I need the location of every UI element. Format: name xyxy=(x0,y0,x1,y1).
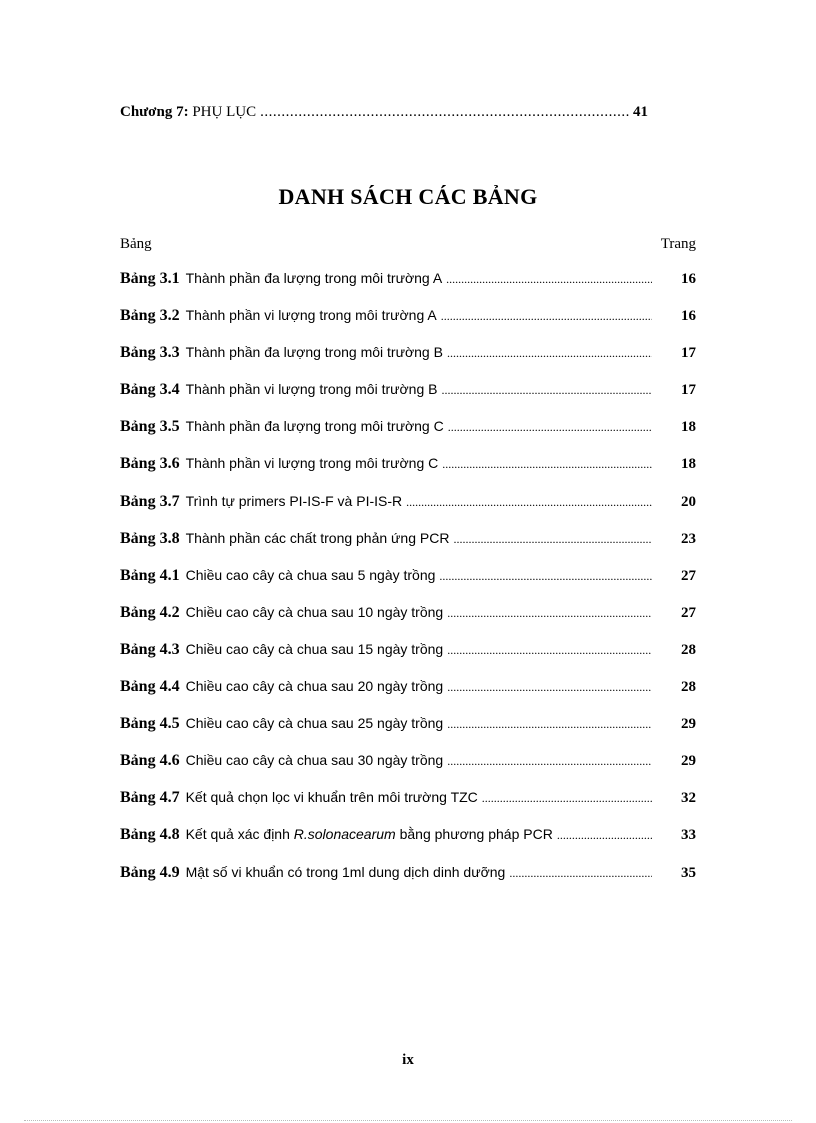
table-page-number: 17 xyxy=(681,382,696,399)
leader-dots xyxy=(447,643,652,658)
table-description-part: Kết quả xác định xyxy=(185,826,294,843)
table-page-number: 20 xyxy=(681,493,696,510)
table-page-number: 18 xyxy=(681,419,696,436)
table-label: Bảng 3.1 xyxy=(120,270,180,287)
toc-chapter-label: Chương 7: xyxy=(120,104,189,120)
table-description: Thành phần vi lượng trong môi trường B xyxy=(185,381,438,398)
table-page-number: 35 xyxy=(681,864,696,881)
table-label: Bảng 4.2 xyxy=(120,603,180,621)
list-item xyxy=(120,418,696,455)
list-item xyxy=(120,455,696,492)
table-description-part: bằng phương pháp PCR xyxy=(395,826,553,843)
toc-leader-dots xyxy=(260,104,629,121)
table-label: Bảng 3.6 xyxy=(120,455,180,473)
page-number: ix xyxy=(402,1052,414,1068)
table-label: Bảng 3.4 xyxy=(120,381,180,399)
table-page-number: 28 xyxy=(681,679,696,696)
list-item xyxy=(120,270,696,307)
leader-dots xyxy=(447,346,652,361)
table-label: Bảng 4.8 xyxy=(120,826,180,844)
table-page-number: 16 xyxy=(681,271,696,287)
page-bottom-border xyxy=(24,1120,792,1121)
table-description: Thành phần vi lượng trong môi trường A xyxy=(185,307,437,324)
list-item xyxy=(120,307,696,344)
table-label: Bảng 3.3 xyxy=(120,344,180,362)
table-description: Kết quả chọn lọc vi khuẩn trên môi trường TZC xyxy=(185,789,478,806)
table-label: Bảng 3.5 xyxy=(120,418,180,436)
list-item xyxy=(120,567,696,604)
toc-entry-chapter-7 xyxy=(120,104,648,121)
table-page-number: 16 xyxy=(681,308,696,325)
leader-dots xyxy=(482,791,652,806)
list-item xyxy=(120,641,696,678)
list-item xyxy=(120,344,696,381)
table-description: Chiều cao cây cà chua sau 15 ngày trồng xyxy=(185,640,444,657)
table-description: Chiều cao cây cà chua sau 20 ngày trồng xyxy=(185,678,444,695)
table-label: Bảng 3.7 xyxy=(120,492,180,510)
table-page-number: 27 xyxy=(681,604,696,621)
list-item xyxy=(120,752,696,789)
leader-dots xyxy=(406,495,652,510)
table-of-tables xyxy=(120,270,696,901)
list-item xyxy=(120,864,696,901)
table-description: Mật số vi khuẩn có trong 1ml dung dịch dinh dưỡng xyxy=(185,863,506,880)
page-title: DANH SÁCH CÁC BẢNG xyxy=(278,184,538,209)
table-page-number: 18 xyxy=(681,456,696,473)
species-name: R.solonacearum xyxy=(293,826,396,843)
table-description: Thành phần đa lượng trong môi trường B xyxy=(185,344,443,361)
table-description: Thành phần vi lượng trong môi trường C xyxy=(185,455,439,472)
table-label: Bảng 4.9 xyxy=(120,863,180,881)
table-description: Trình tự primers PI-IS-F và PI-IS-R xyxy=(185,492,403,509)
leader-dots xyxy=(557,828,652,843)
table-description: Chiều cao cây cà chua sau 25 ngày trồng xyxy=(185,715,444,732)
table-page-number: 28 xyxy=(681,641,696,658)
table-page-number: 17 xyxy=(681,345,696,362)
toc-chapter-title: PHỤ LỤC xyxy=(192,104,257,120)
leader-dots xyxy=(447,717,652,732)
table-description: Chiều cao cây cà chua sau 30 ngày trồng xyxy=(185,752,444,769)
table-description: Thành phần đa lượng trong môi trường A xyxy=(185,270,443,286)
table-label: Bảng 4.1 xyxy=(120,566,180,584)
table-page-number: 27 xyxy=(681,567,696,584)
list-item xyxy=(120,715,696,752)
leader-dots xyxy=(447,754,652,769)
table-label: Bảng 4.3 xyxy=(120,640,180,658)
table-label: Bảng 4.6 xyxy=(120,752,180,770)
table-label: Bảng 4.4 xyxy=(120,678,180,696)
table-label: Bảng 4.5 xyxy=(120,715,180,733)
leader-dots xyxy=(447,606,652,621)
table-description: Chiều cao cây cà chua sau 5 ngày trồng xyxy=(185,566,436,583)
list-item xyxy=(120,678,696,715)
table-page-number: 29 xyxy=(681,716,696,733)
leader-dots xyxy=(453,532,652,547)
list-item xyxy=(120,381,696,418)
leader-dots xyxy=(448,420,652,435)
leader-dots xyxy=(509,866,652,881)
list-item xyxy=(120,493,696,530)
leader-dots xyxy=(446,272,652,287)
table-description: Chiều cao cây cà chua sau 10 ngày trồng xyxy=(185,603,444,620)
column-header-table: Bảng xyxy=(120,236,152,252)
leader-dots xyxy=(442,457,652,472)
leader-dots xyxy=(439,569,652,584)
table-page-number: 33 xyxy=(681,827,696,844)
table-page-number: 29 xyxy=(681,753,696,770)
list-item xyxy=(120,604,696,641)
table-label: Bảng 3.2 xyxy=(120,307,180,325)
toc-page-number: 41 xyxy=(633,104,648,120)
column-header-page: Trang xyxy=(660,236,696,252)
table-page-number: 32 xyxy=(681,790,696,807)
list-item xyxy=(120,530,696,567)
table-description: Thành phần các chất trong phản ứng PCR xyxy=(185,529,450,546)
leader-dots xyxy=(447,680,652,695)
table-description: Thành phần đa lượng trong môi trường C xyxy=(185,418,444,435)
table-label: Bảng 4.7 xyxy=(120,789,180,807)
leader-dots xyxy=(441,383,652,398)
list-column-headers xyxy=(120,236,696,253)
leader-dots xyxy=(441,309,652,324)
table-page-number: 23 xyxy=(681,530,696,547)
table-label: Bảng 3.8 xyxy=(120,529,180,547)
list-item xyxy=(120,826,696,863)
list-item xyxy=(120,789,696,826)
table-description xyxy=(186,826,553,842)
